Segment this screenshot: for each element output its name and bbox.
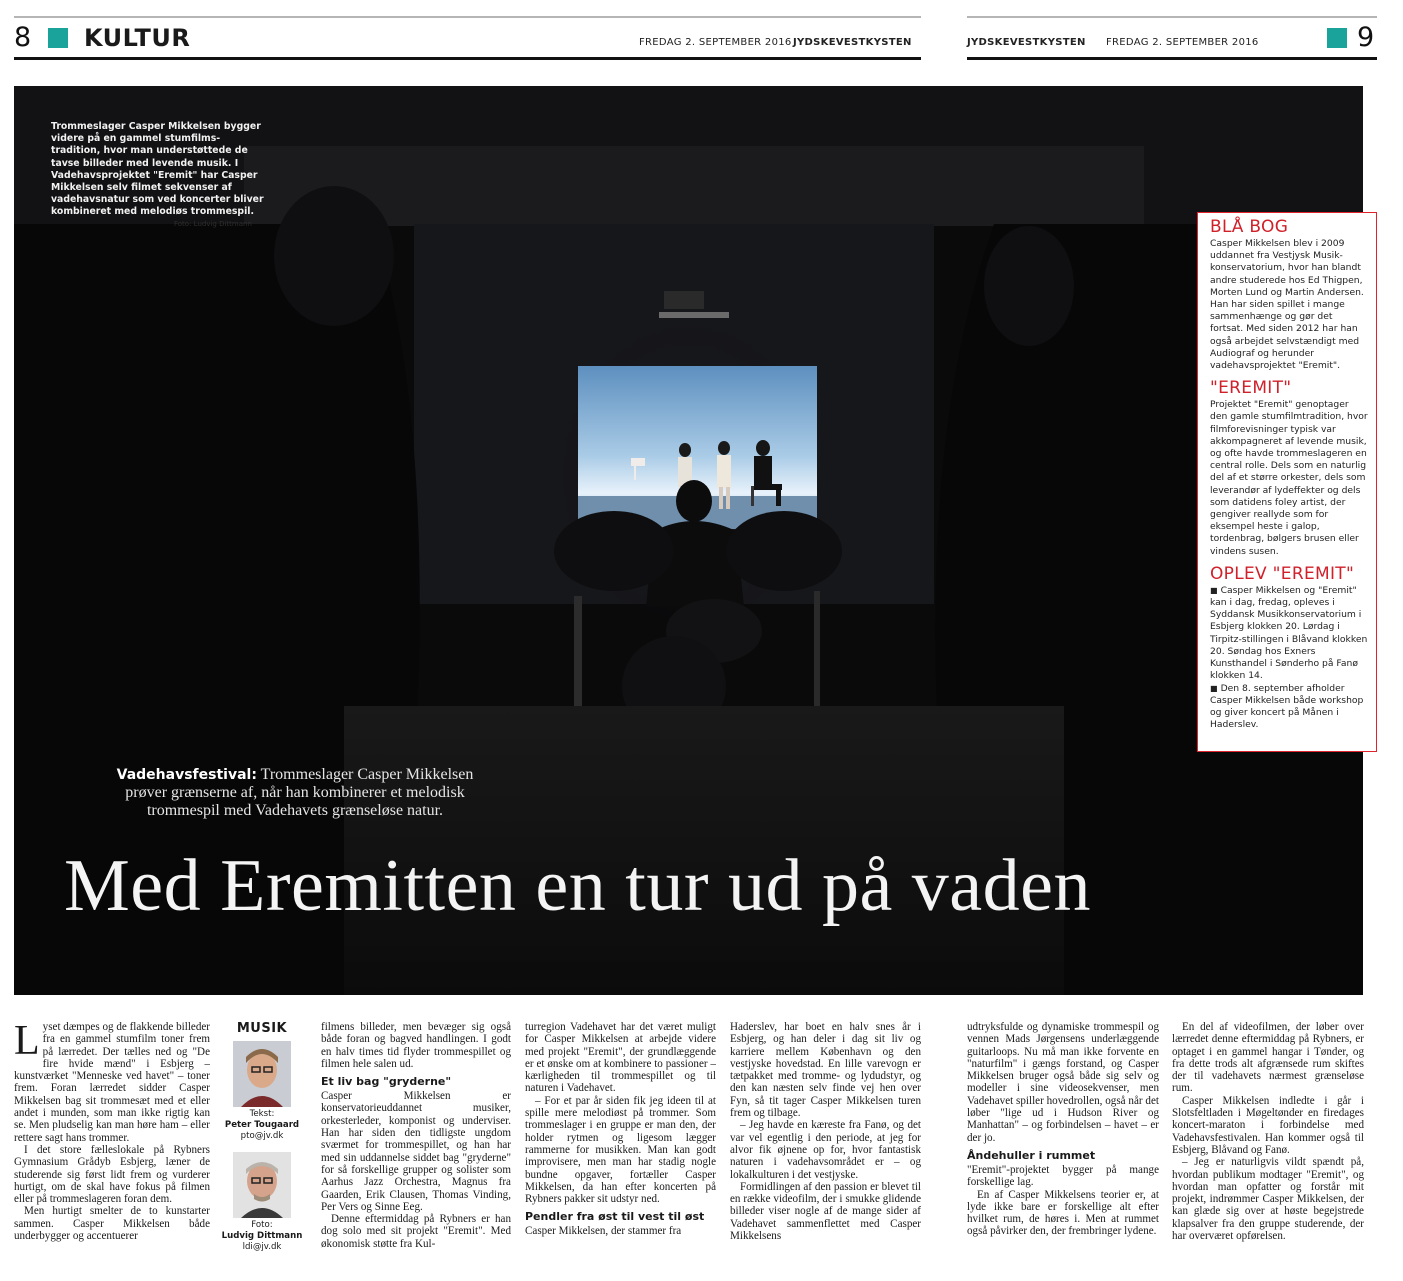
article-column-4: [730, 1021, 921, 1271]
subheading-aandehuller: Åndehuller i rummet: [967, 1148, 1096, 1162]
fact-box-heading-eremit: "EREMIT": [1210, 378, 1292, 399]
article-column-6: [1172, 1021, 1364, 1271]
page-number-right: 9: [1357, 22, 1375, 53]
byline-box: [218, 1021, 306, 1253]
col4-paragraph-3: Formidlingen af den passion er blevet til en række videofilm, der i smukke glidende billeder viser nogle af de mange sider af Vadehavet sammenflettet med Casper Mikkelsens: [730, 1180, 921, 1243]
col2-paragraph-1: filmens billeder, men bevæger sig også både foran og bagved handlingen. I godt en halv times tid flyder trommespillet og filmen hele salen ud.: [321, 1021, 511, 1070]
byline-photographer-email[interactable]: ldi@jv.dk: [242, 1242, 282, 1252]
byline-genre: MUSIK: [236, 1021, 288, 1036]
main-photo: [14, 86, 1363, 995]
subheading-gryderne: Et liv bag "gryderne": [321, 1075, 452, 1089]
col4-paragraph-2: – Jeg havde en kæreste fra Fanø, og det var vel egentlig i den periode, at jeg for alvor fik øjnene op for, hvor fantastisk naturen i vadehavsområdet er – og lokalkulturen i det vestjyske.: [730, 1119, 921, 1181]
section-color-marker-right: [1327, 28, 1347, 48]
header-paper-left: JYDSKEVESTKYSTEN: [793, 37, 912, 48]
col6-paragraph-1: En del af videofilmen, der løber over lærredet denne eftermiddag på Rybners, er optaget i en gammel hangar i Tønder, og fra dette trods alt afgrænsede rum skiftes der til vadehavets nærmest grænseløse rum.: [1172, 1021, 1364, 1095]
col5-paragraph-2: "Eremit"-projektet bygger på mange forskellige lag.: [967, 1163, 1159, 1189]
header-date-right: FREDAG 2. SEPTEMBER 2016: [1106, 37, 1259, 48]
article-column-3: [525, 1021, 716, 1271]
lead-text: Trommeslager Casper Mikkelsen prøver grænserne af, når han kombinerer et melodisk trommespil med Vadehavets grænseløse natur.: [125, 766, 474, 819]
header-paper-right: JYDSKEVESTKYSTEN: [967, 37, 1086, 48]
section-title: KULTUR: [84, 24, 191, 52]
col2-paragraph-2: Casper Mikkelsen er konservatorieuddannet musiker, orkesterleder, komponist og underviser. Han har siden den tidligste ungdom sværmet for trommespillet, og han har med sin uddannelse siddet bag "gryderne" for så forskellige grupper og solister som Aarhus Jazz Orchestra, Magnus fra Gaarden, Erik Clausen, Thomas Vinding, Per Vers og Sinne Eeg.: [321, 1090, 511, 1213]
col1-paragraph-1: yset dæmpes og de flakkende billeder fra en gammel stumfilm toner frem på lærredet. Der tælles ned og "De fire hvide mænd" i Esbjerg – kunstværket "Menneske ved havet" – toner frem. Foran lærredet sidder Casper Mikkelsen bag sit trommesæt med et eller andet i munden, som man ikke rigtig kan se. Men pludselig kan man høre ham – eller rettere sagt hans trommer.: [14, 1021, 210, 1144]
col3-paragraph-3: Casper Mikkelsen, der stammer fra: [525, 1225, 682, 1238]
page-header-right: [967, 16, 1377, 60]
col5-paragraph-1: udtryksfulde og dynamiske trommespil og vennen Mads Jørgensens underlæggende guitarloops. Nu må man ikke forvente en "naturfilm" i gængs forstand, og Casper Mikkelsen bruger også både sig selv og modeller i sine videosekvenser, men Vadehavet spiller hovedrollen, også når det løber "lige ud i Hudson River og Manhattan" – og forbindelsen – havet – er der jo.: [967, 1021, 1159, 1144]
fact-box-heading-bio: BLÅ BOG: [1210, 217, 1289, 237]
article-column-5: [967, 1021, 1159, 1271]
col1-paragraph-2: I det store fælleslokale på Rybners Gymnasium Grådyb Esbjerg, læner de studerende sig først lidt frem og vurderer hurtigt, om de skal have fokus på filmen eller på trommeslageren foran dem.: [14, 1143, 210, 1206]
col5-paragraph-3: En af Casper Mikkelsens teorier er, at lyde ikke bare er forskellige alt efter hvilket rum, de høres i. Men at rummet også påvirker den, der frembringer lydene.: [967, 1188, 1159, 1238]
byline-writer-label: Tekst:: [249, 1109, 275, 1119]
page-header-left: [14, 16, 921, 60]
byline-photographer-name: Ludvig Dittmann: [221, 1231, 303, 1241]
fact-box-bio-text: Casper Mikkelsen blev i 2009 uddannet fra Vestjysk Musik-konservatorium, hvor han blandt andre studerede hos Ed Thigpen, Morten Lund og Martin Andersen. Han har siden spillet i mange sammenhænge og gør det fortsat. Med siden 2012 har han også arbejdet selvstændigt med Audiograf og herunder vadehavsprojektet "Eremit".: [1210, 238, 1364, 372]
section-color-marker: [48, 28, 68, 48]
author-portrait-writer: [233, 1041, 291, 1107]
article-column-1: [14, 1021, 210, 1271]
lead-label: Vadehavsfestival:: [116, 767, 257, 783]
drop-cap: L: [14, 1021, 40, 1064]
col1-paragraph-3: Men hurtigt smelter de to kunstarter sammen. Casper Mikkelsen både underbygger og accentuerer: [14, 1205, 210, 1243]
col3-paragraph-1: turregion Vadehavet har det været muligt for Casper Mikkelsen at arbejde videre med projekt "Eremit", der grundlæggende er et ønske om at kombinere to passioner – kærligheden til trommespillet og til naturen i Vadehavet.: [525, 1021, 716, 1095]
fact-box-event-1: ■ Casper Mikkelsen og "Eremit" kan i dag, fredag, opleves i Syddansk Musikkonservatorium i Esbjerg klokken 20. Lørdag i Tirpitz-stillingen i Blåvand klokken 20. Søndag hos Exners Kunsthandel i Sønderho på Fanø klokken 14.: [1210, 585, 1368, 683]
byline-photographer-label: Foto:: [251, 1220, 273, 1230]
byline-writer-email[interactable]: pto@jv.dk: [240, 1131, 284, 1141]
article-headline: Med Eremitten en tur ud på vaden: [64, 845, 1091, 927]
fact-box-heading-events: OPLEV "EREMIT": [1210, 563, 1355, 584]
col2-paragraph-3: Denne eftermiddag på Rybners er han dog solo med sit projekt "Eremit". Med økonomisk støtte fra Kul-: [321, 1213, 511, 1250]
article-lead: [100, 766, 490, 820]
byline-writer-name: Peter Tougaard: [224, 1120, 300, 1130]
fact-box-event-2: ■ Den 8. september afholder Casper Mikkelsen både workshop og giver koncert på Månen i Haderslev.: [1210, 683, 1368, 732]
header-date-left: FREDAG 2. SEPTEMBER 2016: [639, 37, 792, 48]
col6-paragraph-2: Casper Mikkelsen indledte i går i Slotsfeltladen i Møgeltønder en firedages koncert-maraton i forbindelse med Vadehavsfestivalen. Han kommer også til Esbjerg, Blåvand og Fanø.: [1172, 1094, 1364, 1156]
photo-credit: Foto: Ludvig Dittmann: [174, 220, 252, 228]
author-portrait-photographer: [233, 1152, 291, 1218]
photo-caption: Trommeslager Casper Mikkelsen bygger videre på en gammel stumfilms-tradition, hvor man understøttede de tavse billeder med levende musik. I Vadehavsprojektet "Eremit" har Casper Mikkelsen selv filmet sekvenser af vadehavsnatur som ved koncerter bliver kombineret med melodiøs trommespil.: [51, 121, 264, 218]
fact-box-eremit-text: Projektet "Eremit" genoptager den gamle stumfilmtradition, hvor filmforevisninger typisk var akkompagneret af levende musik, og ofte havde trommeslageren en central rolle. Dels som en naturlig del af et større orkester, dels som leverandør af lydeffekter og dels som datidens foley artist, der gengiver reallyde som for eksempel heste i galop, tordenbrag, bølgers brusen eller vindens susen.: [1210, 399, 1368, 557]
fact-box: [1197, 212, 1377, 752]
col3-paragraph-2: – For et par år siden fik jeg ideen til at spille mere melodiøst på trommer. Som trommeslager i en gruppe er man den, der holder rytmen og ligesom lægger rammerne for musikken. Man kan godt improvisere, men man har stadig nogle bundne opgaver, fortæller Casper Mikkelsen, da han efter koncerten på Rybners pakker sit udstyr ned.: [525, 1094, 716, 1206]
article-column-2: [321, 1021, 511, 1271]
col4-paragraph-1: Haderslev, har boet en halv snes år i Esbjerg, og han deler i dag sit liv og karriere mellem København og den vestjyske hovedstad. En lille varevogn er tætpakket med tromme- og lydudstyr, og den kan næsten selv finde vej hen over Fyn, så tit tager Casper Mikkelsen turen frem og tilbage.: [730, 1021, 921, 1120]
page-number-left: 8: [14, 22, 32, 53]
col6-paragraph-3: – Jeg er naturligvis vildt spændt på, hvordan publikum modtager "Eremit", og hvordan man opfatter og forstår mit projekt, indrømmer Casper Mikkelsen, der kan glæde sig over at høste begejstrede klapsalver fra den gruppe studerende, der har overværet opførelsen.: [1172, 1156, 1364, 1243]
subheading-pendler: Pendler fra øst til vest til øst: [525, 1210, 705, 1224]
